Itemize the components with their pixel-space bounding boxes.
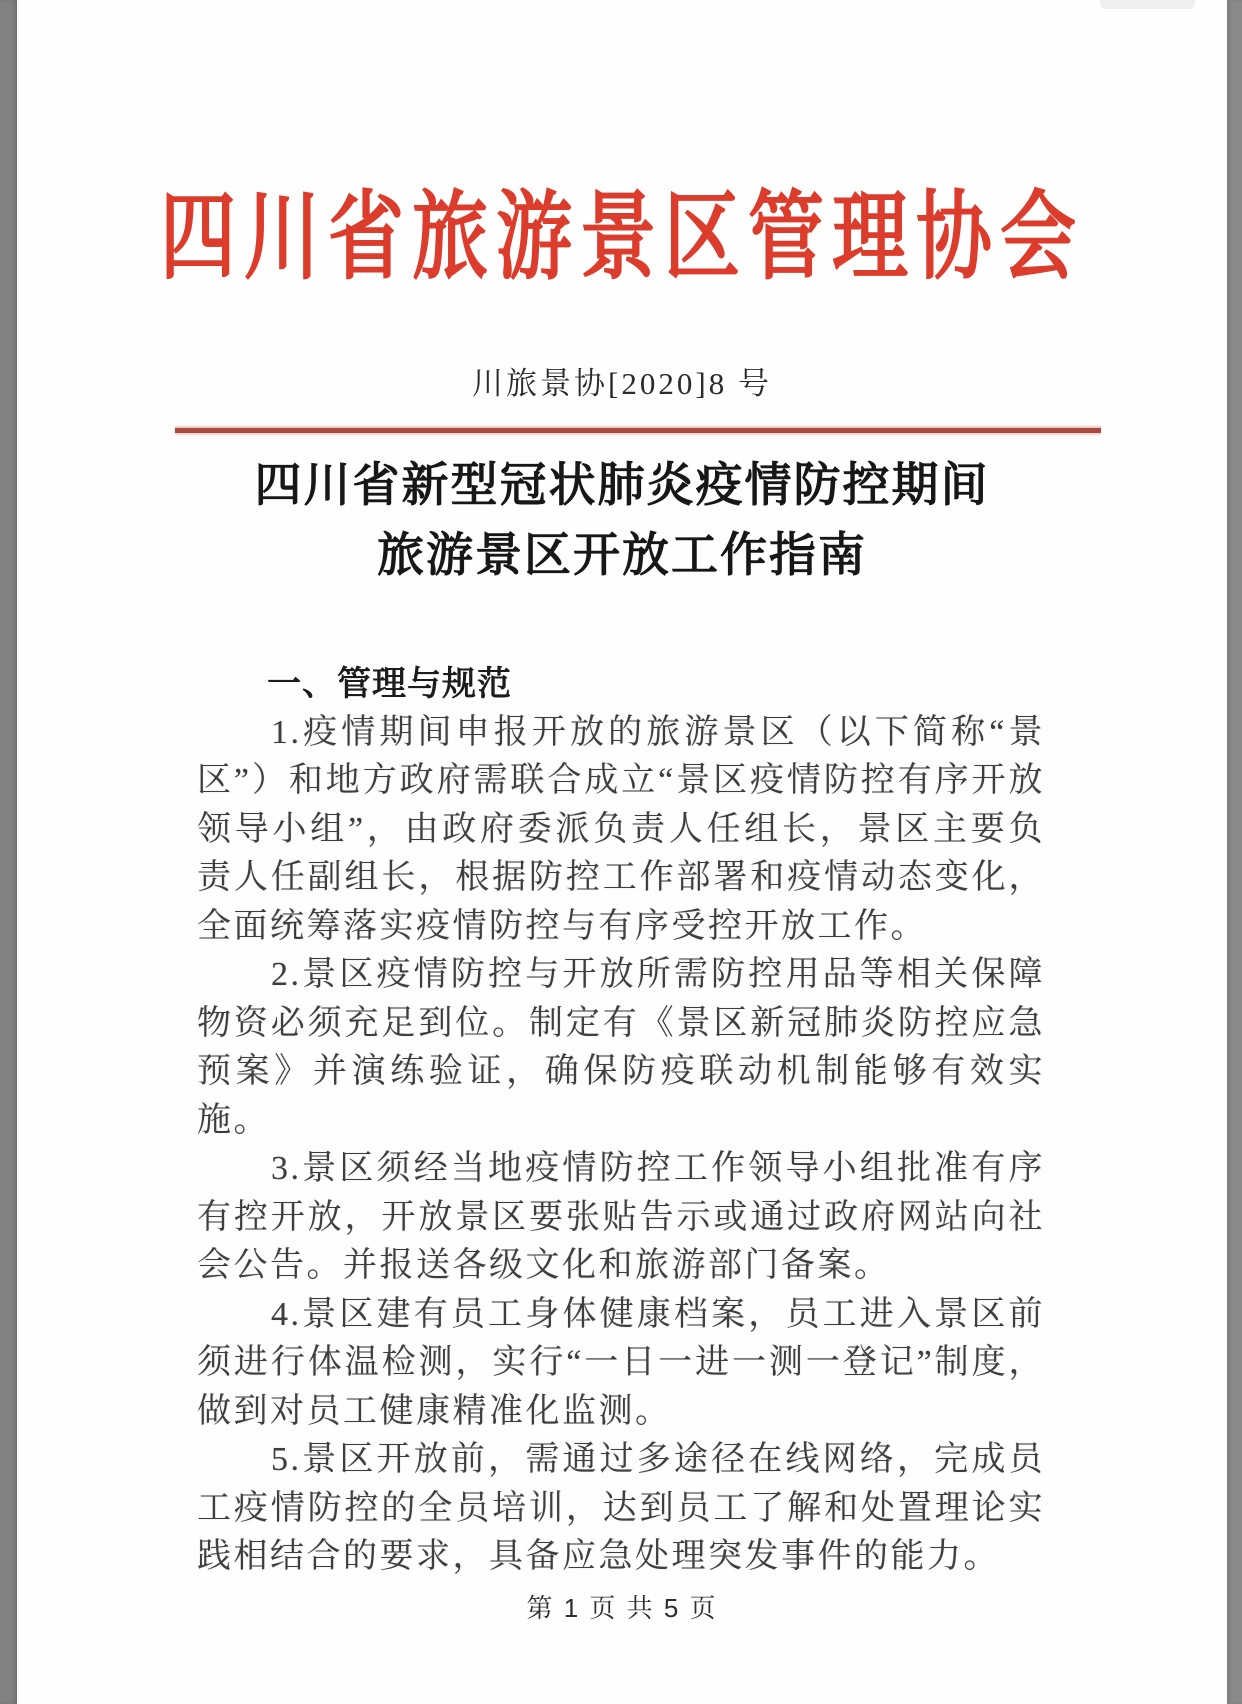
- red-divider-rule: [175, 428, 1101, 433]
- document-title-line1: 四川省新型冠状肺炎疫情防控期间: [254, 458, 990, 511]
- scan-artifact: [1100, 0, 1195, 9]
- paragraph-2: 2.景区疫情防控与开放所需防控用品等相关保障物资必须充足到位。制定有《景区新冠肺炎防控应急预案》并演练验证，确保防疫联动机制能够有效实施。: [197, 956, 1045, 1139]
- organization-title: 四川省旅游景区管理协会: [160, 184, 1084, 292]
- scan-edge-left: [0, 0, 17, 1704]
- document-body: [197, 660, 1045, 1582]
- scan-edge-right: [1227, 0, 1242, 1704]
- paragraph-5: 5.景区开放前，需通过多途径在线网络，完成员工疫情防控的全员培训，达到员工了解和处置理论实践相结合的要求，具备应急处理突发事件的能力。: [197, 1441, 1045, 1575]
- page-number-footer: 第 1 页 共 5 页: [526, 1593, 718, 1623]
- document-title: [17, 450, 1227, 590]
- document-number: 川旅景协[2020]8 号: [472, 366, 772, 401]
- section-heading: 一、管理与规范: [267, 665, 512, 703]
- document-title-line2: 旅游景区开放工作指南: [377, 528, 867, 581]
- paragraph-1: 1.疫情期间申报开放的旅游景区（以下简称“景区”）和地方政府需联合成立“景区疫情防控有序开放领导小组”，由政府委派负责人任组长，景区主要负责人任副组长，根据防控工作部署和疫情动态变化，全面统筹落实疫情防控与有序受控开放工作。: [197, 713, 1045, 945]
- paragraph-3: 3.景区须经当地疫情防控工作领导小组批准有序有控开放，开放景区要张贴告示或通过政府网站向社会公告。并报送各级文化和旅游部门备案。: [197, 1150, 1045, 1284]
- paragraph-4: 4.景区建有员工身体健康档案，员工进入景区前须进行体温检测，实行“一日一进一测一登记”制度，做到对员工健康精准化监测。: [197, 1295, 1045, 1430]
